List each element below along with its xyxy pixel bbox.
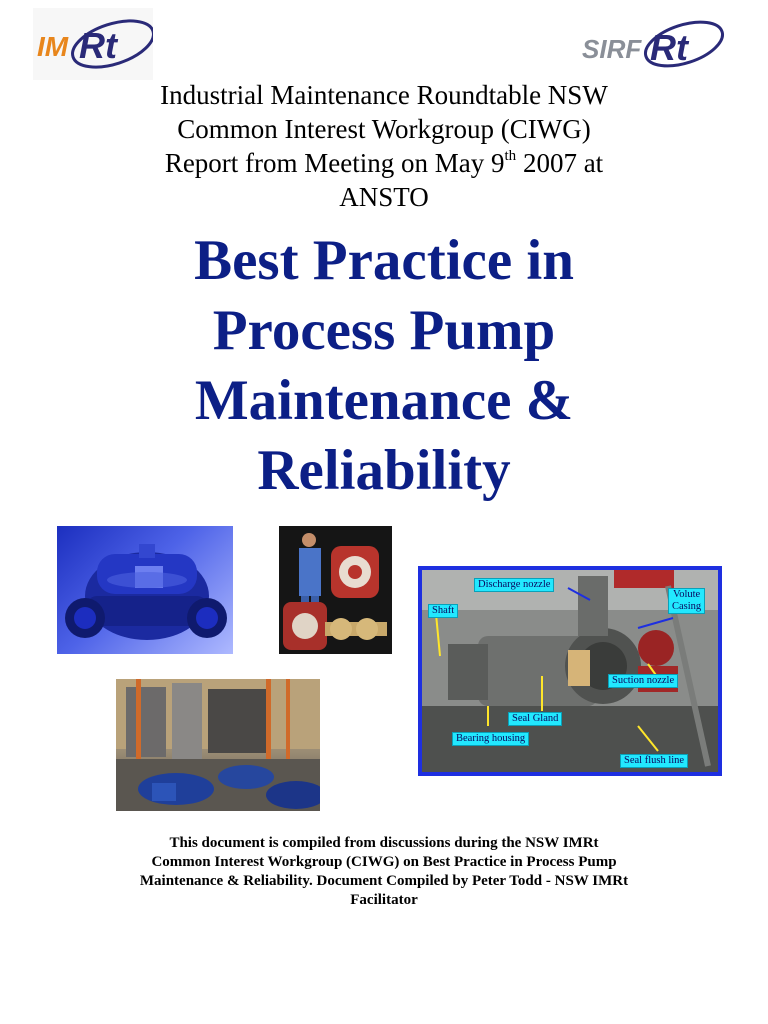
footer-line-3: Maintenance & Reliability. Document Compiled by Peter Todd - NSW IMRt bbox=[139, 873, 629, 889]
pump-room-photo bbox=[116, 679, 320, 811]
header-line-1: Industrial Maintenance Roundtable NSW bbox=[160, 80, 608, 110]
sirf-rt-logo bbox=[580, 12, 726, 80]
footer-line-2: Common Interest Workgroup (CIWG) on Best Practice in Process Pump bbox=[151, 854, 617, 870]
header-line-3 bbox=[60, 146, 708, 180]
svg-text:SIRF: SIRF bbox=[582, 34, 642, 64]
footer-line-1: This document is compiled from discussions during the NSW IMRt bbox=[169, 835, 599, 851]
svg-text:Rt: Rt bbox=[650, 27, 688, 68]
header-line-4: ANSTO bbox=[339, 182, 429, 212]
label-volute-casing-line-2: Casing bbox=[672, 601, 702, 612]
label-shaft: Shaft bbox=[428, 604, 458, 618]
title-line-2: Process Pump bbox=[212, 299, 556, 362]
label-seal-gland: Seal Gland bbox=[508, 712, 562, 726]
label-volute-casing bbox=[668, 588, 705, 614]
imrt-logo bbox=[33, 8, 153, 80]
title-line-1: Best Practice in bbox=[194, 229, 574, 292]
header-line-3-start: Report from Meeting on May 9 bbox=[164, 148, 505, 178]
svg-text:IM: IM bbox=[37, 31, 69, 62]
title-line-3: Maintenance & bbox=[194, 369, 574, 432]
label-seal-flush-line: Seal flush line bbox=[620, 754, 688, 768]
header-line-3-end: 2007 at bbox=[516, 148, 604, 178]
document-description bbox=[80, 834, 688, 910]
technician-pump-parts-photo bbox=[279, 526, 392, 654]
svg-text:Rt: Rt bbox=[79, 25, 117, 66]
label-bearing-housing: Bearing housing bbox=[452, 732, 529, 746]
date-ordinal-suffix: th bbox=[504, 148, 517, 164]
footer-line-4: Facilitator bbox=[350, 892, 418, 908]
labeled-pump-diagram bbox=[418, 566, 722, 776]
report-header bbox=[60, 78, 708, 214]
header-line-2: Common Interest Workgroup (CIWG) bbox=[177, 114, 591, 144]
document-title bbox=[60, 226, 708, 506]
title-line-4: Reliability bbox=[257, 439, 511, 502]
label-volute-casing-line-1: Volute bbox=[672, 589, 701, 600]
split-case-pump-photo bbox=[57, 526, 233, 654]
label-suction-nozzle: Suction nozzle bbox=[608, 674, 678, 688]
label-discharge-nozzle: Discharge nozzle bbox=[474, 578, 554, 592]
